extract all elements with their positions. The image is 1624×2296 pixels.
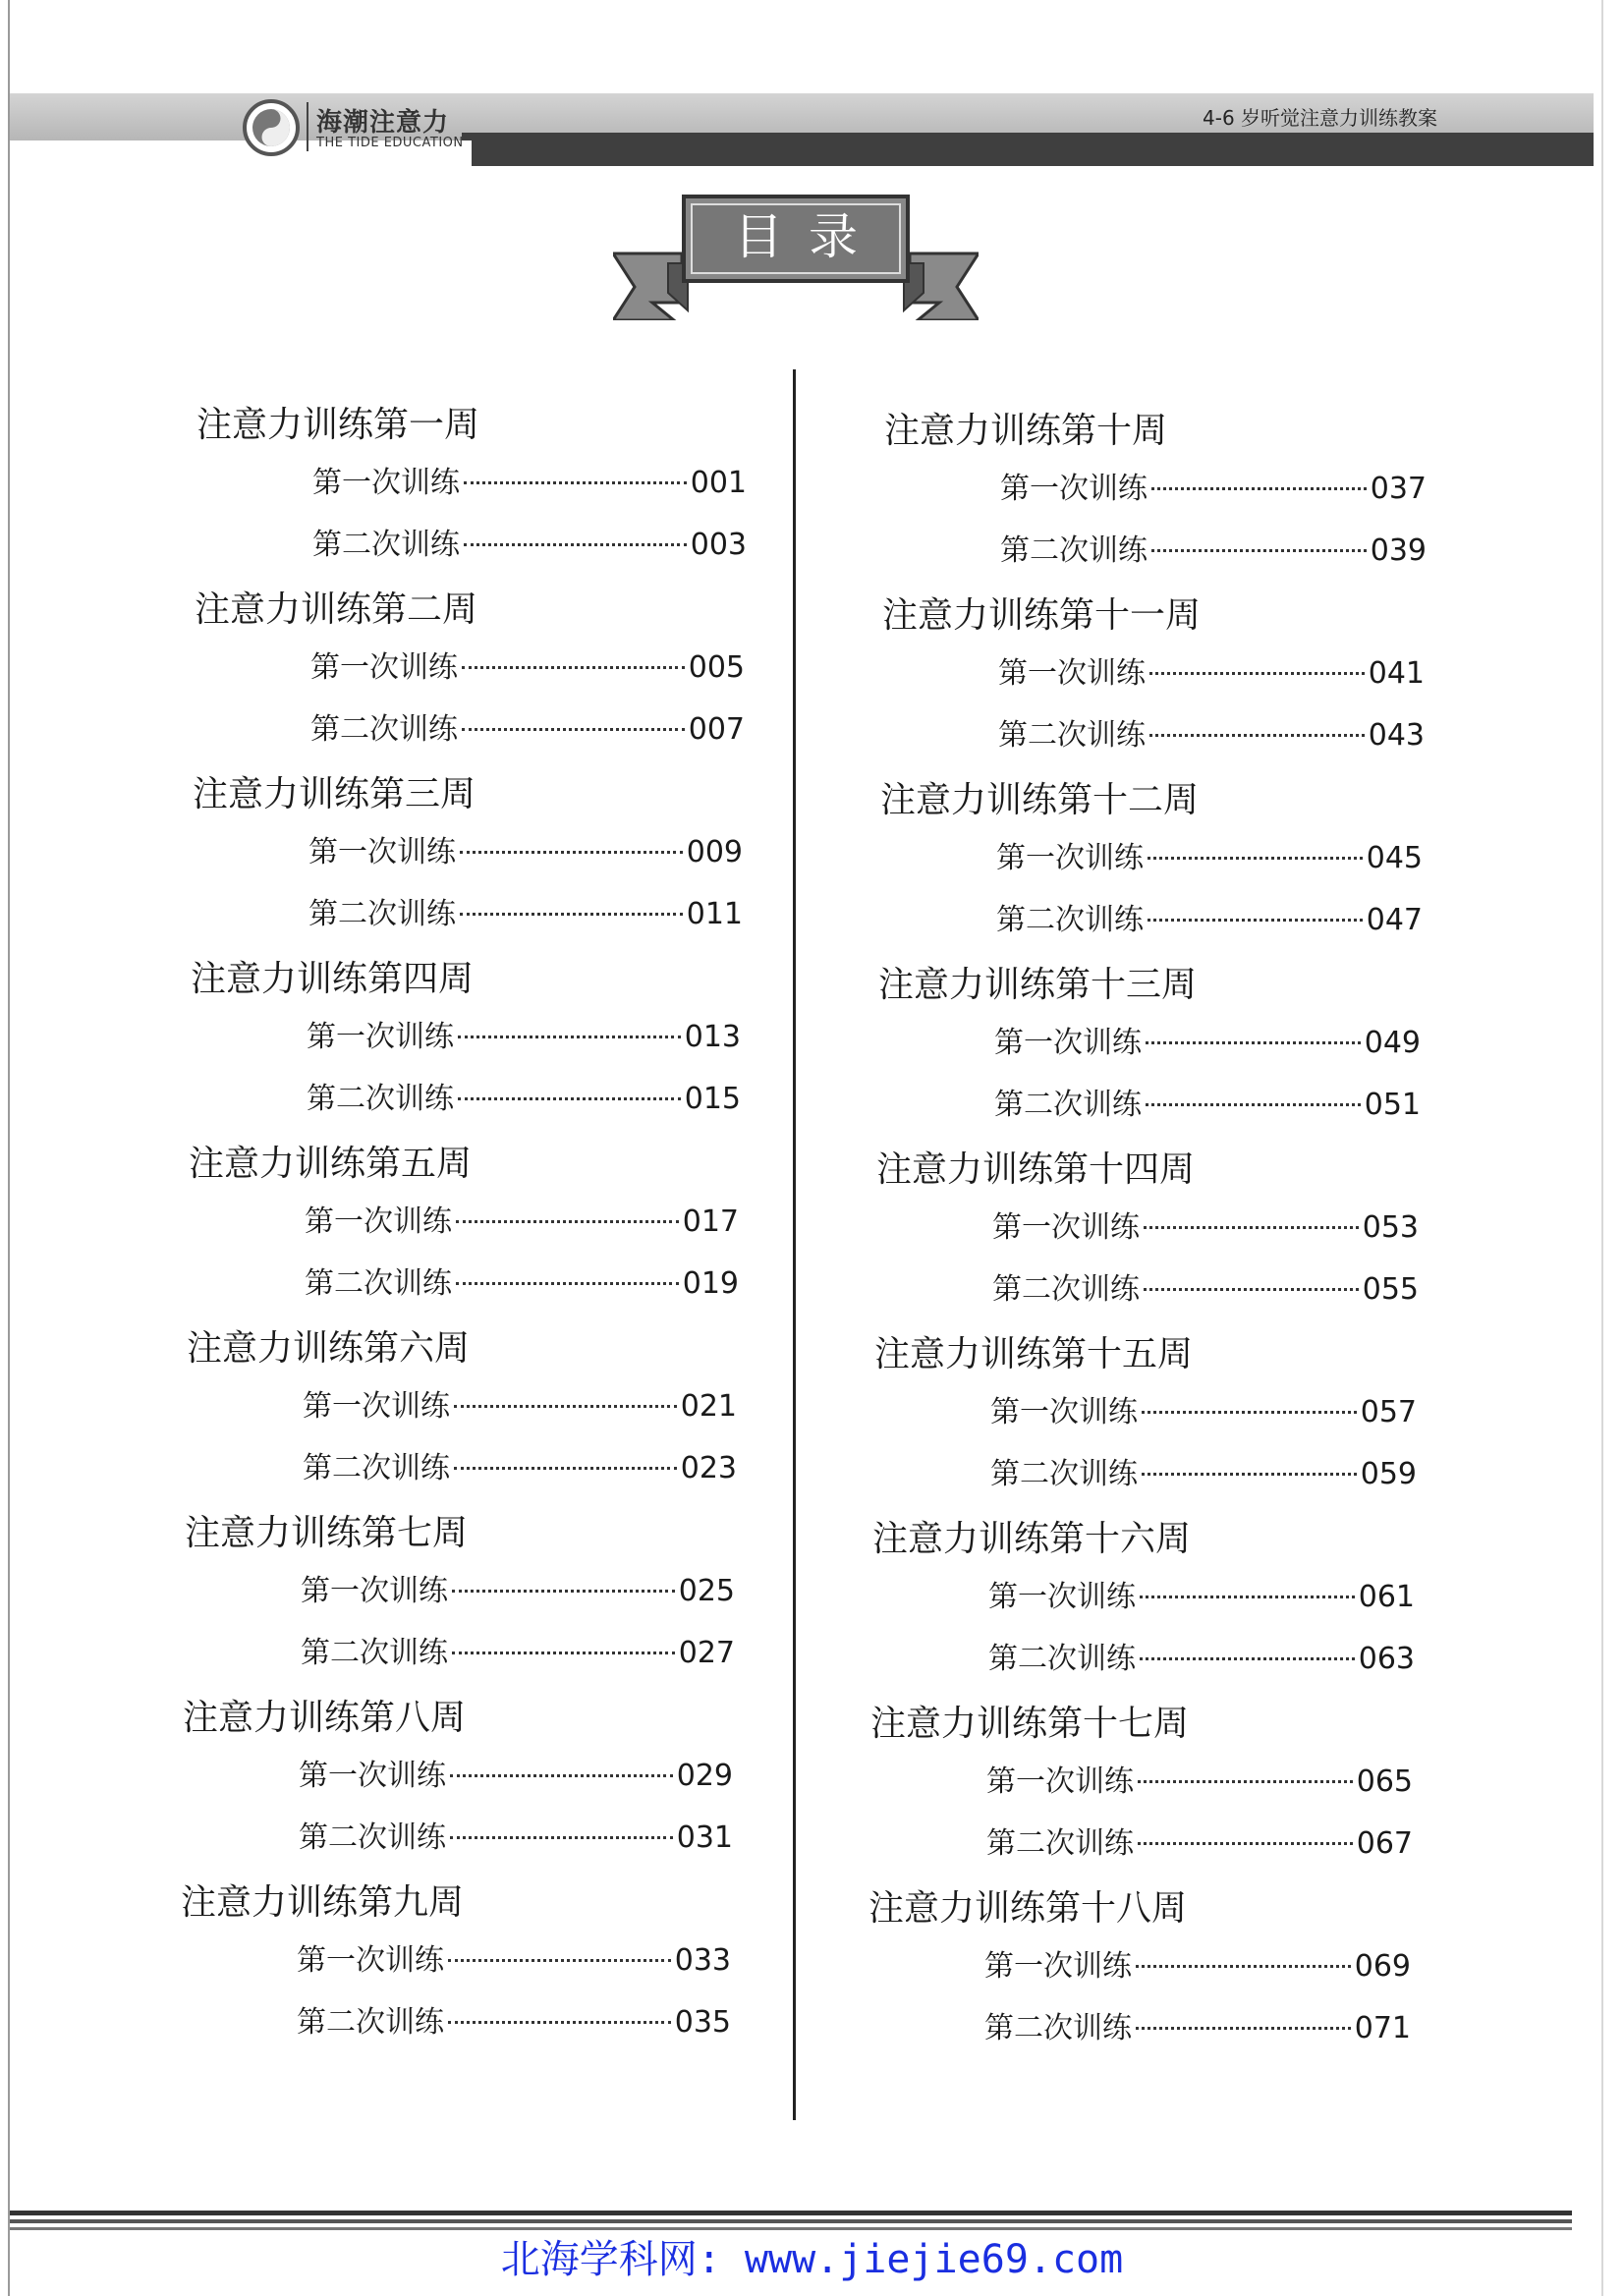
toc-page-number: 029 <box>676 1759 733 1793</box>
toc-entry[interactable] <box>996 895 1423 938</box>
toc-page-number: 063 <box>1358 1642 1415 1676</box>
toc-entry[interactable] <box>305 1197 739 1240</box>
toc-page-number: 015 <box>684 1082 741 1116</box>
toc-page-number: 017 <box>682 1204 739 1239</box>
toc-entry[interactable] <box>986 1819 1413 1862</box>
dot-leader <box>454 1405 677 1408</box>
scan-edge-left <box>8 0 10 2296</box>
toc-entry[interactable] <box>1000 464 1427 507</box>
week-heading[interactable]: 注意力训练第十二周 <box>880 780 1200 820</box>
toc-entry-label: 第二次训练 <box>312 528 460 562</box>
toc-page-number: 021 <box>680 1389 737 1424</box>
toc-page-number: 025 <box>678 1574 735 1608</box>
dot-leader <box>460 851 683 854</box>
toc-entry[interactable] <box>990 1387 1417 1430</box>
toc-page-number: 035 <box>674 2005 731 2040</box>
toc-entry[interactable] <box>998 710 1425 754</box>
week-heading[interactable]: 注意力训练第十七周 <box>870 1704 1190 1744</box>
column-divider <box>793 369 796 2120</box>
toc-entry[interactable] <box>996 833 1423 876</box>
dot-leader <box>458 1097 681 1100</box>
dot-leader <box>456 1282 679 1285</box>
toc-page-number: 023 <box>680 1451 737 1485</box>
toc-entry[interactable] <box>310 643 745 686</box>
week-heading[interactable]: 注意力训练第二周 <box>195 589 478 630</box>
dot-leader <box>462 728 685 731</box>
week-heading[interactable]: 注意力训练第十六周 <box>872 1519 1192 1559</box>
header-dark-bar <box>462 133 1594 166</box>
toc-entry-label: 第二次训练 <box>305 1266 452 1301</box>
dot-leader <box>452 1590 675 1593</box>
toc-page-number: 005 <box>688 650 745 685</box>
toc-entry[interactable] <box>308 827 743 870</box>
toc-entry-label: 第二次训练 <box>992 1272 1140 1307</box>
dot-leader <box>450 1836 673 1839</box>
toc-entry-label: 第一次训练 <box>984 1949 1132 1984</box>
dot-leader <box>464 481 687 484</box>
week-heading[interactable]: 注意力训练第四周 <box>191 959 475 999</box>
toc-page-number: 001 <box>690 466 747 500</box>
dot-leader <box>454 1467 677 1470</box>
week-heading[interactable]: 注意力训练第九周 <box>181 1882 465 1923</box>
week-heading[interactable]: 注意力训练第十八周 <box>868 1888 1188 1929</box>
toc-entry-label: 第二次训练 <box>307 1082 454 1116</box>
dot-leader <box>1149 734 1365 737</box>
toc-page-number: 061 <box>1358 1580 1415 1614</box>
toc-entry[interactable] <box>299 1751 733 1794</box>
dot-leader <box>1148 857 1363 860</box>
toc-page-number: 009 <box>686 835 743 869</box>
toc-entry[interactable] <box>307 1012 741 1055</box>
dot-leader <box>1146 1103 1361 1106</box>
toc-entry-label: 第一次训练 <box>301 1574 448 1608</box>
toc-page-number: 057 <box>1360 1395 1417 1429</box>
toc-entry[interactable] <box>308 889 743 932</box>
toc-entry[interactable] <box>984 1941 1411 1985</box>
toc-entry[interactable] <box>992 1264 1419 1308</box>
toc-entry-label: 第一次训练 <box>992 1210 1140 1245</box>
toc-page-number: 053 <box>1362 1210 1419 1245</box>
toc-entry[interactable] <box>307 1074 741 1117</box>
toc-entry[interactable] <box>312 520 747 563</box>
toc-entry[interactable] <box>301 1628 735 1671</box>
toc-entry-label: 第一次训练 <box>299 1759 446 1793</box>
toc-entry-label: 第一次训练 <box>996 841 1144 875</box>
week-heading[interactable]: 注意力训练第十周 <box>884 411 1168 451</box>
toc-entry-label: 第二次训练 <box>994 1088 1142 1122</box>
dot-leader <box>1148 919 1363 922</box>
scan-edge-right <box>1601 0 1603 2296</box>
toc-entry[interactable] <box>305 1259 739 1302</box>
dot-leader <box>458 1036 681 1038</box>
week-heading[interactable]: 注意力训练第一周 <box>196 405 480 445</box>
dot-leader <box>1151 549 1367 552</box>
toc-entry[interactable] <box>303 1443 737 1486</box>
toc-entry-label: 第一次训练 <box>297 1943 444 1978</box>
week-heading[interactable]: 注意力训练第十五周 <box>874 1334 1194 1374</box>
dot-leader <box>1149 672 1365 675</box>
toc-entry[interactable] <box>303 1381 737 1425</box>
toc-entry-label: 第一次训练 <box>986 1764 1134 1799</box>
toc-entry[interactable] <box>297 1935 731 1979</box>
toc-entry-label: 第二次训练 <box>996 903 1144 937</box>
toc-page-number: 065 <box>1356 1764 1413 1799</box>
dot-leader <box>1144 1288 1359 1291</box>
toc-entry-label: 第一次训练 <box>312 466 460 500</box>
toc-entry[interactable] <box>1000 526 1427 569</box>
dot-leader <box>1142 1411 1357 1414</box>
toc-entry-label: 第二次训练 <box>984 2011 1132 2045</box>
toc-entry-label: 第一次训练 <box>988 1580 1136 1614</box>
toc-entry-label: 第一次训练 <box>998 656 1146 691</box>
toc-page-number: 045 <box>1366 841 1423 875</box>
week-heading[interactable]: 注意力训练第十四周 <box>876 1149 1196 1190</box>
toc-entry-label: 第二次训练 <box>303 1451 450 1485</box>
brand-name-en: THE TIDE EDUCATION <box>316 136 464 150</box>
dot-leader <box>456 1220 679 1223</box>
dot-leader <box>1144 1226 1359 1229</box>
toc-page-number: 033 <box>674 1943 731 1978</box>
toc-entry-label: 第二次训练 <box>986 1826 1134 1861</box>
week-heading[interactable]: 注意力训练第五周 <box>189 1144 473 1184</box>
week-heading[interactable]: 注意力训练第三周 <box>193 774 476 814</box>
brand-separator <box>307 102 308 151</box>
toc-entry[interactable] <box>312 458 747 501</box>
dot-leader <box>1151 487 1367 490</box>
dot-leader <box>1138 1780 1353 1783</box>
week-heading[interactable]: 注意力训练第八周 <box>183 1698 467 1738</box>
document-title: 4-6 岁听觉注意力训练教案 <box>1203 106 1438 130</box>
toc-entry-label: 第二次训练 <box>308 897 456 931</box>
toc-entry-label: 第一次训练 <box>303 1389 450 1424</box>
week-heading[interactable]: 注意力训练第十一周 <box>882 595 1202 636</box>
toc-page-number: 031 <box>676 1820 733 1855</box>
toc-entry[interactable] <box>310 704 745 748</box>
toc-page-number: 067 <box>1356 1826 1413 1861</box>
toc-page-number: 049 <box>1364 1026 1421 1060</box>
toc-entry-label: 第一次训练 <box>305 1204 452 1239</box>
dot-leader <box>448 2021 671 2024</box>
toc-entry-label: 第一次训练 <box>1000 472 1148 506</box>
dot-leader <box>462 666 685 669</box>
week-heading[interactable]: 注意力训练第六周 <box>187 1328 471 1369</box>
toc-entry[interactable] <box>986 1757 1413 1800</box>
brand-name-cn: 海潮注意力 <box>316 108 450 138</box>
toc-entry[interactable] <box>994 1080 1421 1123</box>
toc-page-number: 069 <box>1354 1949 1411 1984</box>
dot-leader <box>1136 2027 1351 2030</box>
dot-leader <box>1142 1473 1357 1476</box>
dot-leader <box>1140 1657 1355 1660</box>
dot-leader <box>450 1774 673 1777</box>
toc-entry-label: 第二次训练 <box>988 1642 1136 1676</box>
toc-entry[interactable] <box>297 1997 731 2041</box>
dot-leader <box>464 543 687 546</box>
toc-entry[interactable] <box>994 1018 1421 1061</box>
toc-entry[interactable] <box>988 1634 1415 1677</box>
toc-page-number: 003 <box>690 528 747 562</box>
toc-page-number: 055 <box>1362 1272 1419 1307</box>
toc-entry-label: 第二次训练 <box>990 1457 1138 1491</box>
dot-leader <box>460 913 683 916</box>
toc-entry[interactable] <box>990 1449 1417 1492</box>
toc-page-number: 019 <box>682 1266 739 1301</box>
dot-leader <box>448 1959 671 1962</box>
toc-page-number: 007 <box>688 712 745 747</box>
toc-entry-label: 第二次训练 <box>297 2005 444 2040</box>
toc-page-number: 043 <box>1368 718 1425 753</box>
toc-entry[interactable] <box>988 1572 1415 1615</box>
toc-entry-label: 第一次训练 <box>307 1020 454 1054</box>
dot-leader <box>452 1652 675 1654</box>
toc-entry[interactable] <box>984 2003 1411 2046</box>
toc-entry-label: 第一次训练 <box>990 1395 1138 1429</box>
toc-entry-label: 第二次训练 <box>301 1636 448 1670</box>
toc-page-number: 041 <box>1368 656 1425 691</box>
toc-page-number: 027 <box>678 1636 735 1670</box>
toc-entry[interactable] <box>299 1813 733 1856</box>
toc-page-number: 037 <box>1370 472 1427 506</box>
toc-entry-label: 第二次训练 <box>310 712 458 747</box>
toc-entry-label: 第一次训练 <box>994 1026 1142 1060</box>
brand-logo-icon <box>242 98 301 157</box>
toc-entry[interactable] <box>998 648 1425 692</box>
toc-page-number: 059 <box>1360 1457 1417 1491</box>
week-heading[interactable]: 注意力训练第十三周 <box>878 965 1198 1005</box>
footer-website[interactable]: 北海学科网: www.jiejie69.com <box>500 2237 1124 2282</box>
dot-leader <box>1140 1596 1355 1598</box>
toc-title: 目录 <box>734 208 883 265</box>
toc-entry-label: 第一次训练 <box>310 650 458 685</box>
toc-page-number: 039 <box>1370 533 1427 568</box>
toc-page-number: 011 <box>686 897 743 931</box>
toc-page-number: 071 <box>1354 2011 1411 2045</box>
dot-leader <box>1146 1041 1361 1044</box>
dot-leader <box>1138 1842 1353 1845</box>
toc-entry-label: 第二次训练 <box>1000 533 1148 568</box>
toc-entry-label: 第二次训练 <box>998 718 1146 753</box>
toc-entry[interactable] <box>992 1203 1419 1246</box>
toc-page-number: 013 <box>684 1020 741 1054</box>
toc-page-number: 047 <box>1366 903 1423 937</box>
toc-entry-label: 第二次训练 <box>299 1820 446 1855</box>
toc-page-number: 051 <box>1364 1088 1421 1122</box>
toc-entry[interactable] <box>301 1566 735 1609</box>
toc-entry-label: 第一次训练 <box>308 835 456 869</box>
dot-leader <box>1136 1965 1351 1968</box>
week-heading[interactable]: 注意力训练第七周 <box>185 1513 469 1553</box>
